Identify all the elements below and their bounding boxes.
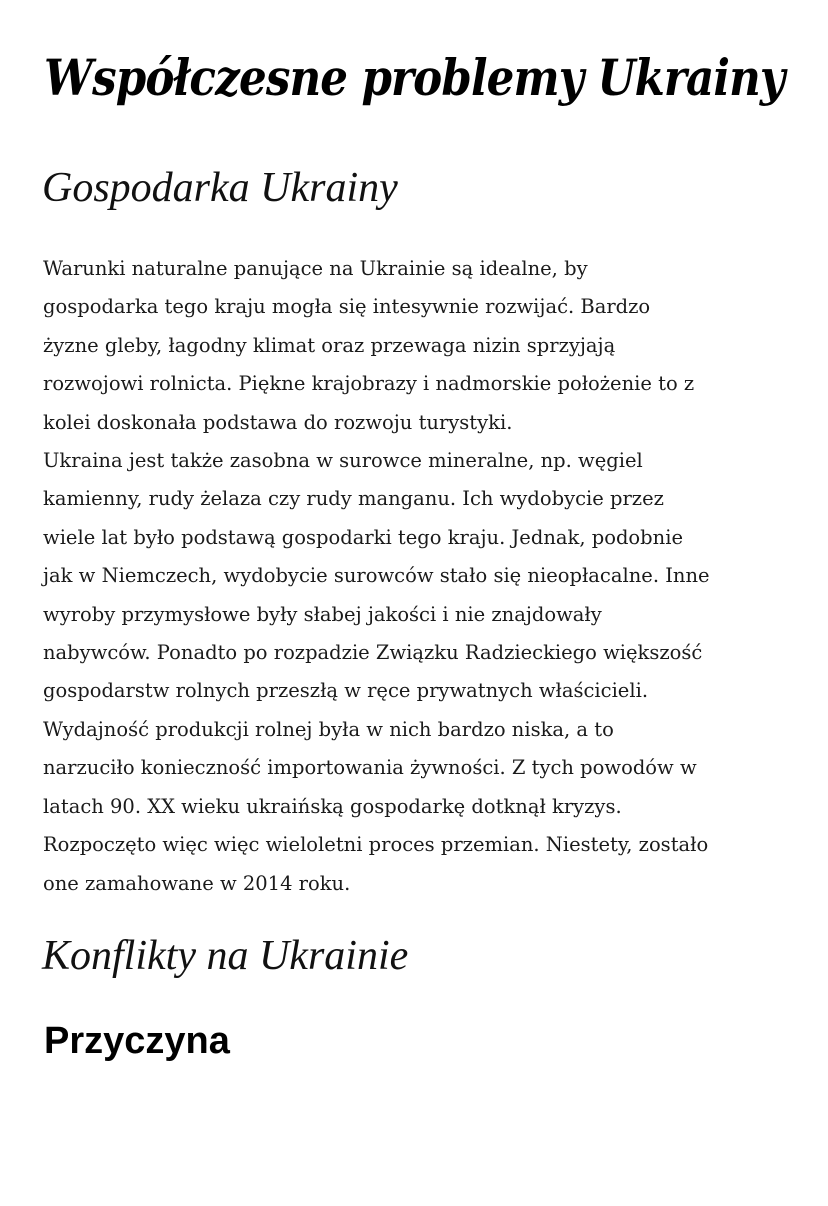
- body-line: nabywców. Ponadto po rozpadzie Związku Radzieckiego większość: [43, 641, 703, 665]
- section-heading-conflicts: Konflikty na Ukrainie: [42, 933, 409, 979]
- body-line: gospodarstw rolnych przeszłą w ręce prywatnych właścicieli.: [43, 679, 649, 703]
- body-line: rozwojowi rolnicta. Piękne krajobrazy i nadmorskie położenie to z: [43, 372, 695, 396]
- body-line: Warunki naturalne panujące na Ukrainie są idealne, by: [43, 257, 588, 280]
- body-line: kolei doskonała podstawa do rozwoju turystyki.: [43, 410, 513, 434]
- section-body-economy: [43, 250, 803, 903]
- section-heading-economy: Gospodarka Ukrainy: [42, 165, 398, 211]
- body-line: Ukraina jest także zasobna w surowce mineralne, np. węgiel: [43, 449, 643, 473]
- body-line: wyroby przymysłowe były słabej jakości i nie znajdowały: [43, 602, 602, 626]
- document-title: Współczesne problemy Ukrainy: [44, 48, 785, 107]
- body-line: kamienny, rudy żelaza czy rudy manganu. Ich wydobycie przez: [43, 487, 664, 511]
- body-line: Wydajność produkcji rolnej była w nich bardzo niska, a to: [43, 717, 614, 741]
- body-line: żyzne gleby, łagodny klimat oraz przewaga nizin sprzyjają: [43, 333, 616, 357]
- subheading-cause: Przyczyna: [44, 1020, 230, 1062]
- body-line: jak w Niemczech, wydobycie surowców stało się nieopłacalne. Inne: [43, 564, 710, 588]
- body-line: gospodarka tego kraju mogła się intesywnie rozwijać. Bardzo: [43, 295, 651, 319]
- body-line: wiele lat było podstawą gospodarki tego kraju. Jednak, podobnie: [43, 525, 683, 549]
- body-line: Rozpoczęto więc więc wieloletni proces przemian. Niestety, zostało: [43, 833, 709, 857]
- body-line: narzuciło konieczność importowania żywności. Z tych powodów w: [43, 756, 697, 780]
- body-line: latach 90. XX wieku ukraińską gospodarkę dotknął kryzys.: [43, 794, 622, 818]
- body-line: one zamahowane w 2014 roku.: [43, 871, 351, 895]
